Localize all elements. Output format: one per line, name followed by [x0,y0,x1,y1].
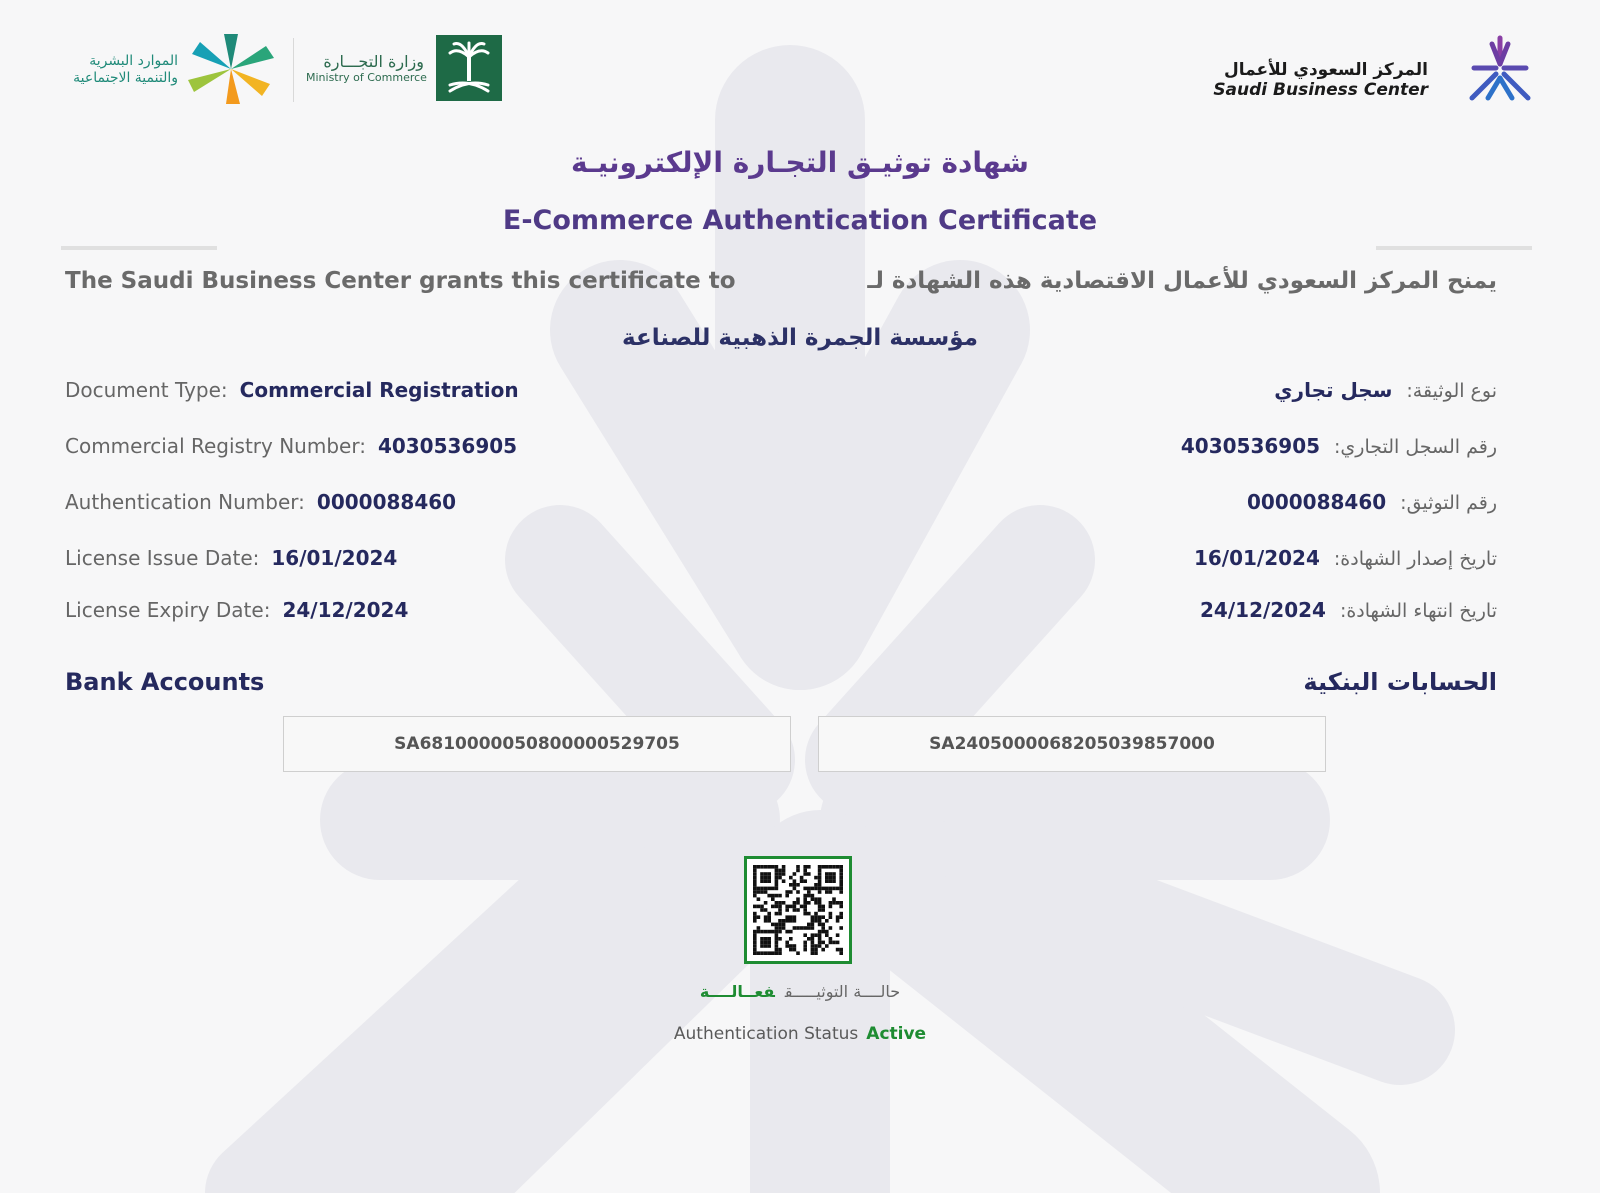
certificate-title-arabic: شهادة توثيـق التجـارة الإلكترونيـة [571,146,1029,179]
detail-row-ar-issue-date [1194,546,1497,570]
organization-name: مؤسسة الجمرة الذهبية للصناعة [622,325,978,351]
certificate-title-english: E-Commerce Authentication Certificate [502,205,1098,236]
sbc-logo-english: Saudi Business Center [1213,80,1428,100]
sbc-logo-arabic: المركز السعودي للأعمال [1224,60,1428,80]
hrsd-logo-text [48,53,178,87]
detail-label-ar: نوع الوثيقة: [1406,380,1497,402]
detail-value: Commercial Registration [239,378,519,402]
palm-swords-icon [436,35,502,101]
detail-label: License Issue Date: [65,546,260,570]
detail-value-ar: سجل تجاري [1274,378,1393,402]
detail-value: 24/12/2024 [282,598,409,622]
title-rule-right [1376,246,1532,250]
detail-value: 16/01/2024 [271,546,398,570]
status-label-ar: حالــــة التوثيـــــق [784,982,901,1001]
detail-value: 0000088460 [316,490,457,514]
detail-label-ar: رقم السجل التجاري: [1334,436,1497,458]
iban-box: SA6810000050800000529705 [283,716,791,772]
verification-qr-code[interactable] [744,856,852,964]
hrsd-logo-line2: والتنمية الاجتماعية [73,70,178,86]
detail-label: Commercial Registry Number: [65,434,366,458]
sbc-star-icon [1466,34,1534,102]
detail-row-authentication-number [65,490,456,514]
detail-label-ar: تاريخ انتهاء الشهادة: [1339,600,1497,622]
grant-statement-arabic: يمنح المركز السعودي للأعمال الاقتصادية هذه الشهادة لـ [867,268,1497,294]
hrsd-star-icon [188,34,274,104]
status-value-en: Active [866,1024,927,1044]
authentication-status-english [0,1024,1600,1044]
detail-row-ar-document-type [1274,378,1497,402]
title-rule-left [61,246,217,250]
grant-statement-english: The Saudi Business Center grants this certificate to [65,268,736,294]
detail-label: Document Type: [65,378,228,402]
detail-row-ar-registry-number [1181,434,1497,458]
moc-logo-arabic: وزارة التجـــارة [323,52,424,71]
detail-label-ar: رقم التوثيق: [1400,492,1497,514]
detail-value-ar: 4030536905 [1180,434,1321,458]
detail-row-registry-number [65,434,517,458]
moc-emblem [436,35,502,101]
status-label-en: Authentication Status [673,1024,859,1044]
authentication-status-arabic [0,982,1600,1001]
qr-code-icon [747,859,849,961]
bank-accounts-title: Bank Accounts [65,668,265,696]
detail-row-issue-date [65,546,397,570]
detail-value-ar: 24/12/2024 [1200,598,1326,622]
detail-row-document-type [65,378,519,402]
detail-label: License Expiry Date: [65,598,271,622]
logo-divider [293,38,294,102]
detail-label: Authentication Number: [65,490,305,514]
detail-value: 4030536905 [377,434,518,458]
detail-label-ar: تاريخ إصدار الشهادة: [1333,548,1497,570]
detail-value-ar: 0000088460 [1247,490,1387,514]
moc-logo-english: Ministry of Commerce [306,71,427,84]
status-value-ar: فعــالــــة [699,982,775,1001]
sbc-logo-text [1213,60,1428,100]
hrsd-logo-line1: الموارد البشرية [89,53,178,69]
detail-row-ar-authentication-number [1247,490,1497,514]
bank-accounts-title-arabic: الحسابات البنكية [1303,668,1497,696]
detail-row-expiry-date [65,598,408,622]
iban-box: SA2405000068205039857000 [818,716,1326,772]
detail-value-ar: 16/01/2024 [1193,546,1320,570]
detail-row-ar-expiry-date [1200,598,1497,622]
moc-logo-text [306,52,427,84]
